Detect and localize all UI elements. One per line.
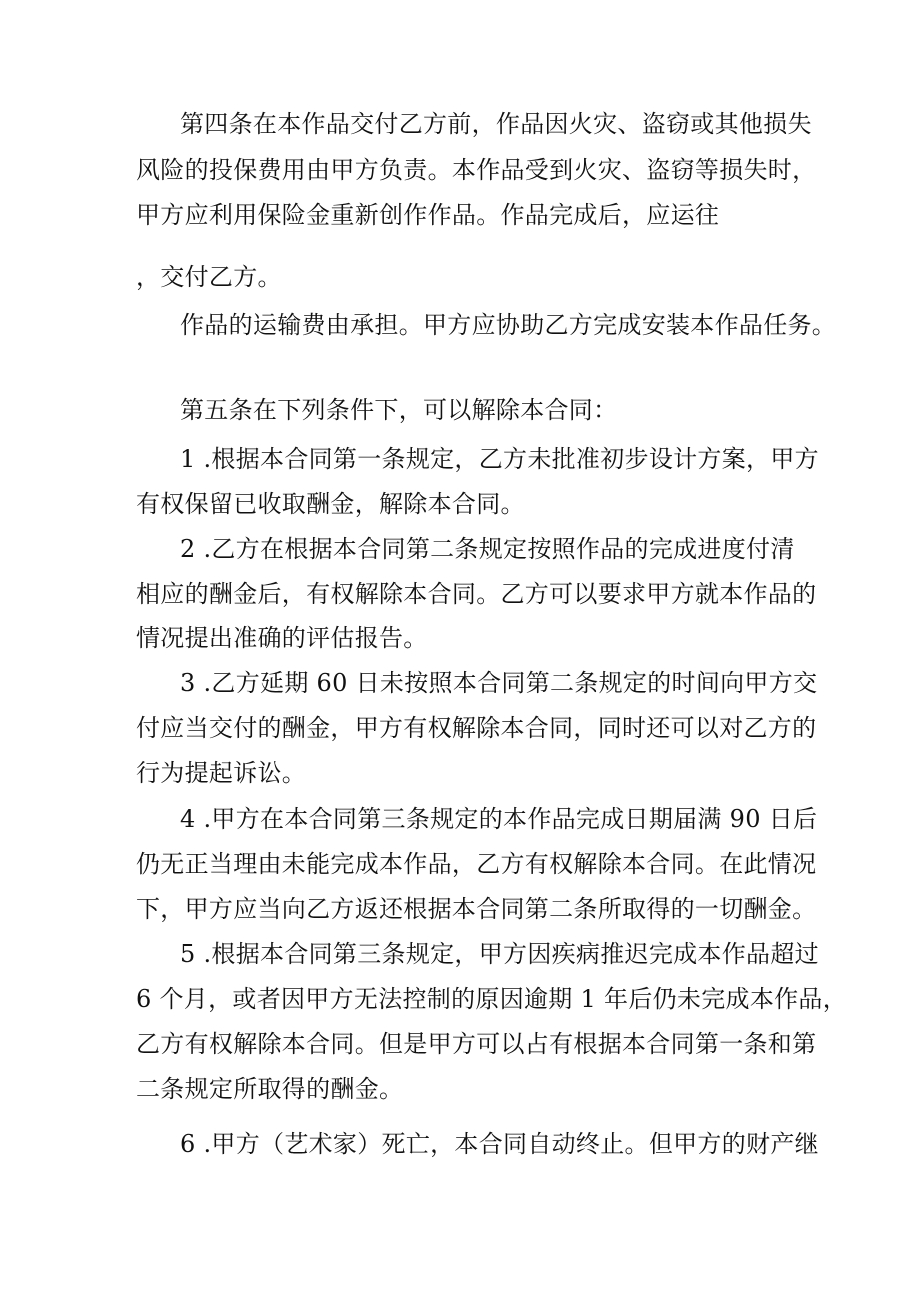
article5-item1-line-1: 1 .根据本合同第一条规定，乙方未批准初步设计方案，甲方 [180, 445, 819, 473]
article5-item3-line-1: 3 .乙方延期 60 日未按照本合同第二条规定的时间向甲方交 [180, 669, 818, 697]
article4-line-5: 作品的运输费由承担。甲方应协助乙方完成安装本作品任务。 [180, 311, 837, 339]
article5-item2-line-2: 相应的酬金后，有权解除本合同。乙方可以要求甲方就本作品的 [136, 580, 817, 608]
article5-item4-line-3: 下，甲方应当向乙方返还根据本合同第二条所取得的一切酬金。 [136, 895, 817, 923]
article5-item6-line-1: 6 .甲方（艺术家）死亡，本合同自动终止。但甲方的财产继 [180, 1130, 819, 1158]
article4-line-2: 风险的投保费用由甲方负责。本作品受到火灾、盗窃等损失时， [136, 156, 817, 184]
article5-item4-line-1: 4 .甲方在本合同第三条规定的本作品完成日期届满 90 日后 [180, 805, 818, 833]
article4-line-4: ，交付乙方。 [136, 263, 282, 291]
article5-item1-line-2: 有权保留已收取酬金，解除本合同。 [136, 490, 525, 518]
article5-heading: 第五条在下列条件下，可以解除本合同： [180, 396, 618, 424]
article5-item2-line-3: 情况提出准确的评估报告。 [136, 624, 428, 652]
article5-item5-line-1: 5 .根据本合同第三条规定，甲方因疾病推迟完成本作品超过 [180, 940, 819, 968]
article4-line-1: 第四条在本作品交付乙方前，作品因火灾、盗窃或其他损失 [180, 110, 812, 138]
article5-item5-line-3: 乙方有权解除本合同。但是甲方可以占有根据本合同第一条和第 [136, 1030, 817, 1058]
article5-item3-line-2: 付应当交付的酬金，甲方有权解除本合同，同时还可以对乙方的 [136, 714, 817, 742]
article5-item4-line-2: 仍无正当理由未能完成本作品，乙方有权解除本合同。在此情况 [136, 850, 817, 878]
article5-item5-line-4: 二条规定所取得的酬金。 [136, 1075, 404, 1103]
article4-line-3: 甲方应利用保险金重新创作作品。作品完成后，应运往 [136, 201, 720, 229]
article5-item2-line-1: 2 .乙方在根据本合同第二条规定按照作品的完成进度付清 [180, 535, 795, 563]
article5-item5-line-2: 6 个月，或者因甲方无法控制的原因逾期 1 年后仍未完成本作品， [136, 985, 848, 1013]
article5-item3-line-3: 行为提起诉讼。 [136, 759, 307, 787]
